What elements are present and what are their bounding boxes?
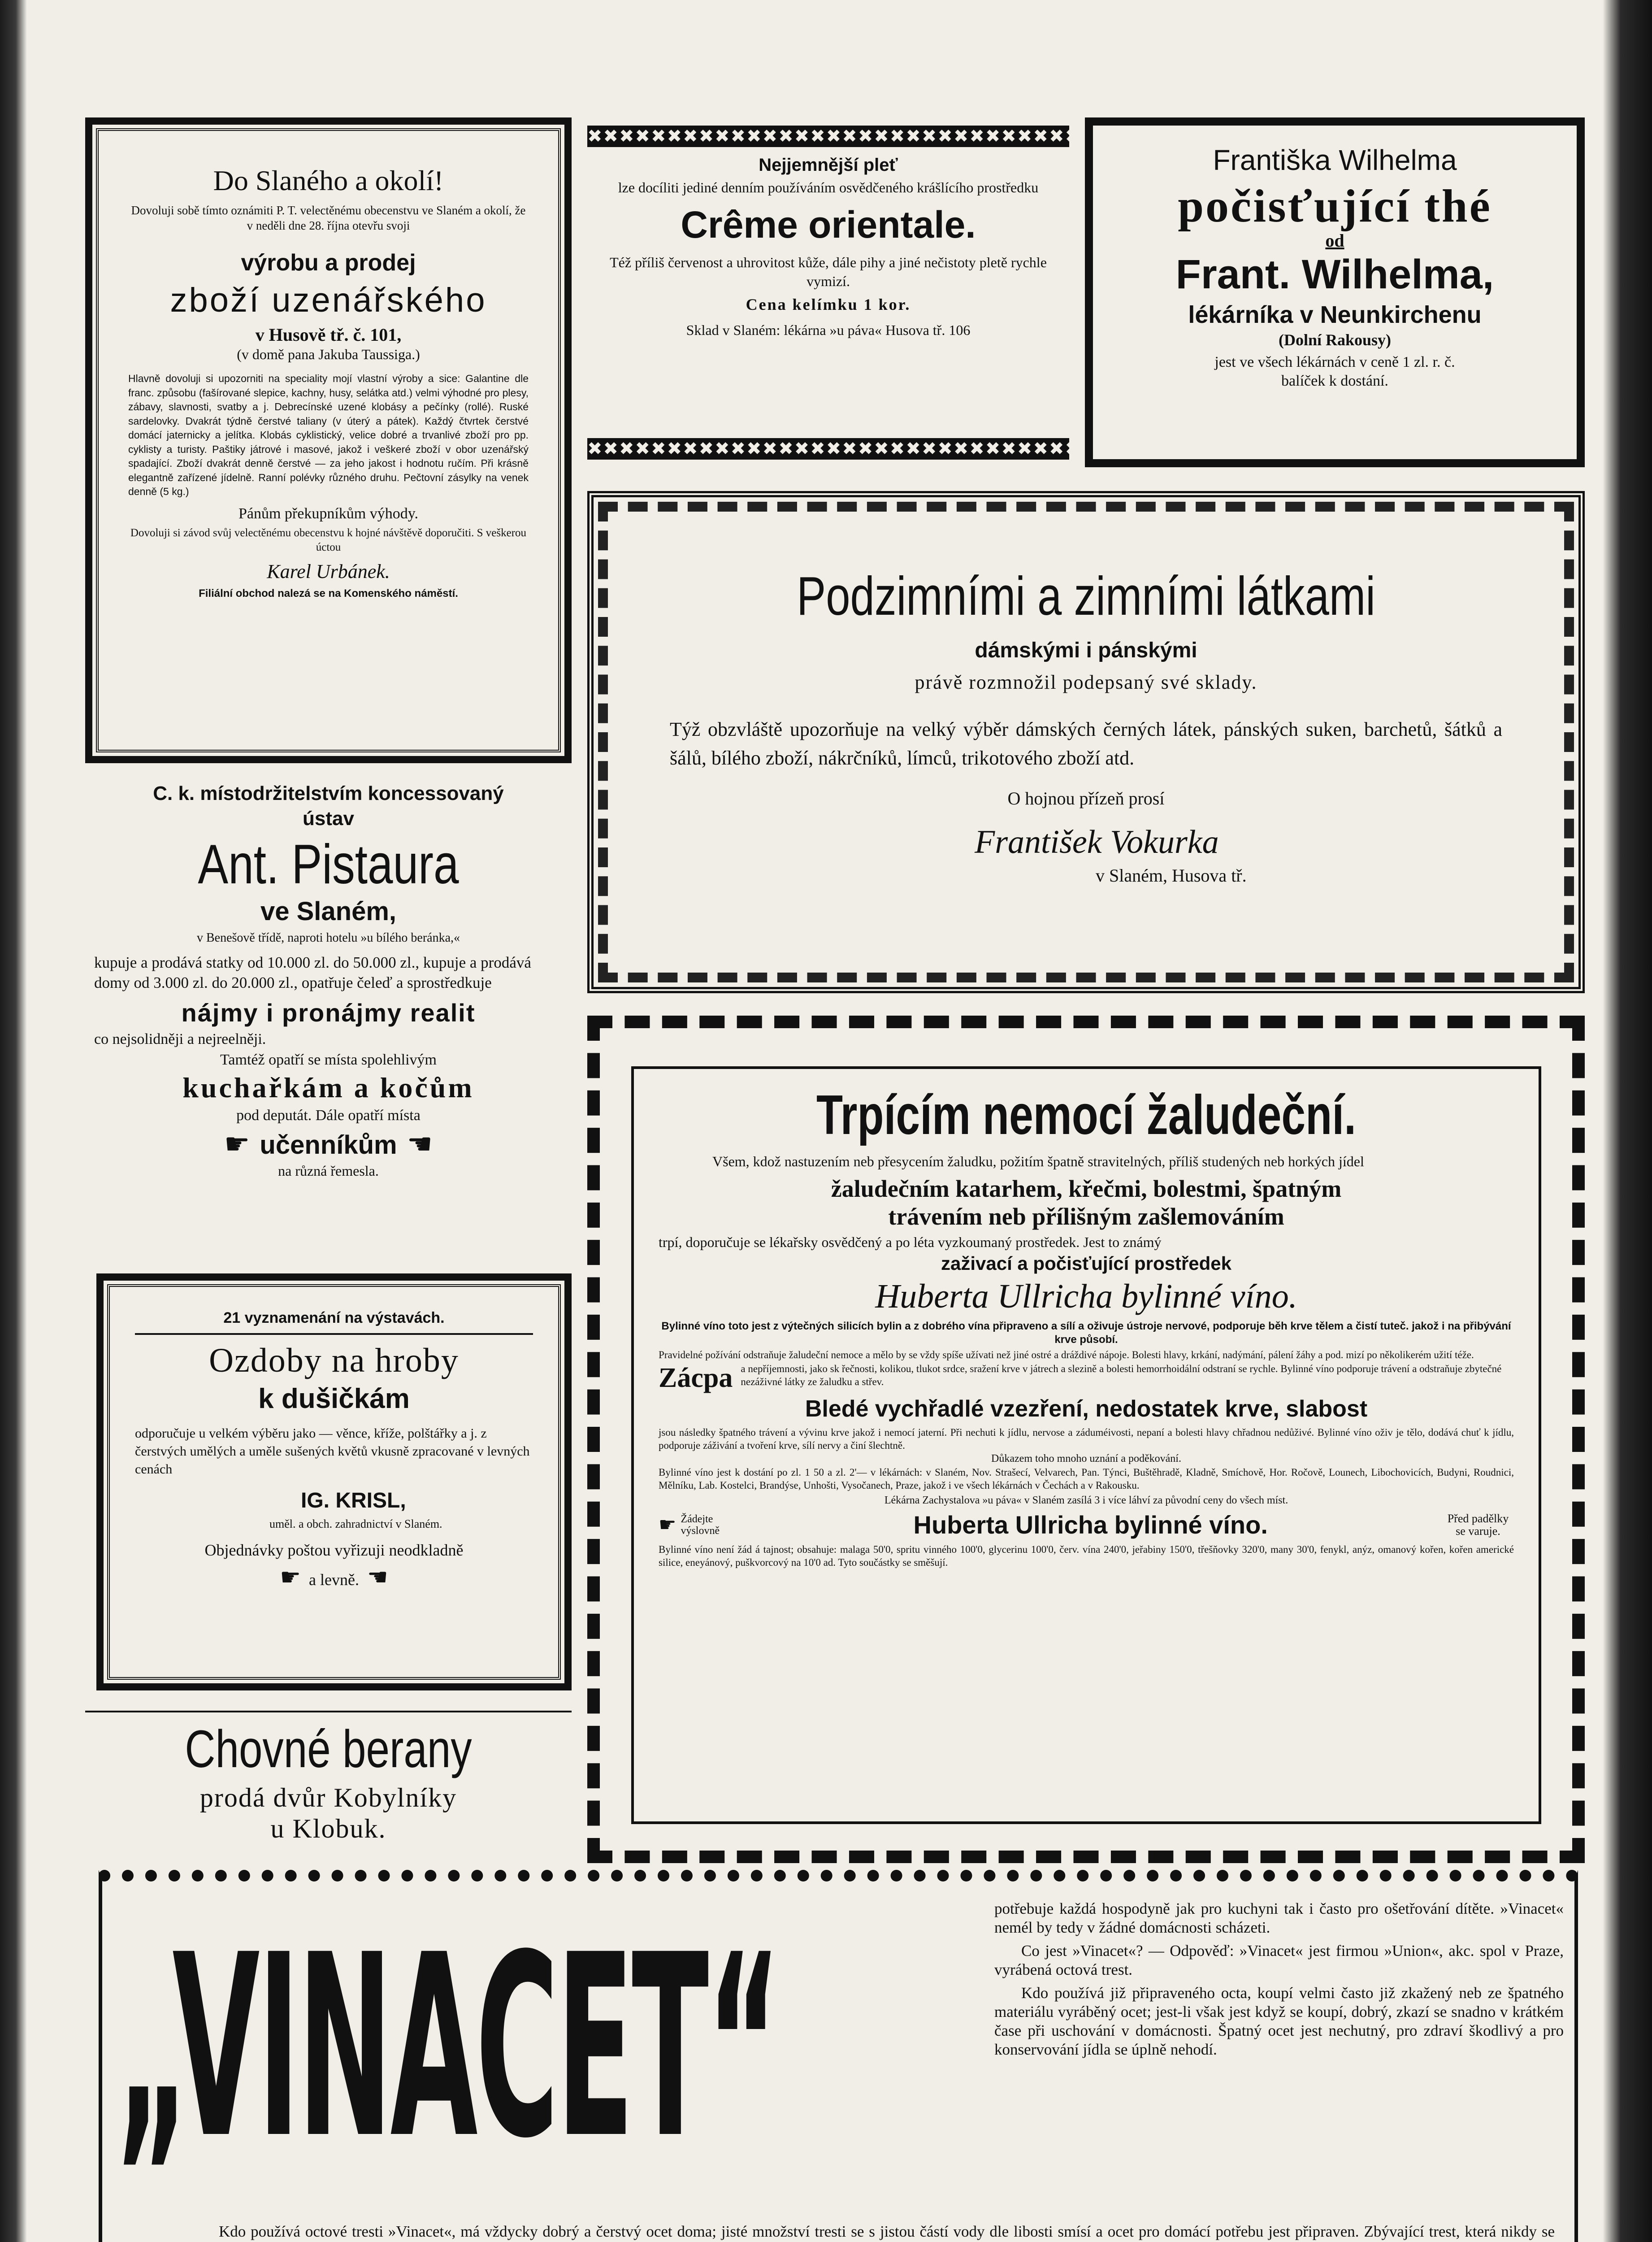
urbanek-thanks: Dovoluji si závod svůj velectěnému obecenstvu k hojné návštěvě doporučiti. S veškerou úctou	[130, 526, 527, 553]
ullrich-p2: trpí, doporučuje se lékařsky osvědčený a po léta vyzkoumaný prostředek. Jest to známý	[659, 1234, 1162, 1250]
pistaura-p2: co nejsolidněji a nejreelněji.	[94, 1031, 266, 1047]
pistaura-p5: na různá řemesla.	[278, 1163, 379, 1179]
berany-ad	[85, 1711, 572, 1865]
pistaura-name: Ant. Pistaura	[198, 834, 459, 895]
berany-top-rule	[85, 1711, 572, 1712]
hand-left-icon: ☛	[280, 1564, 301, 1591]
krisl-body: odporučuje u velkém výběru jako — věnce, kříže, polštářky a j. z čerstvých umělých a uměle sušených květů vkusně zpracované v levných cenách	[135, 1426, 530, 1477]
pistaura-ad	[85, 782, 572, 1253]
hand-left-icon: ☛	[659, 1513, 676, 1536]
berany-title: Chovné berany	[185, 1720, 472, 1779]
vokurka-ad	[587, 491, 1585, 993]
ullrich-zacpa-row	[659, 1362, 1514, 1393]
ullrich-p6: a nepříjemnosti, jako sk řečnosti, kolikou, tlukot srdce, sražení krve v játrech a slezině a bolesti hemorrhoidální odstraní se rychle. Bylinné víno podporuje trávení a odstraňuje zbytečné nezáživné látky ze žaludku a střev.	[741, 1363, 1502, 1387]
vinacet-r3: Kdo používá již připraveného octa, koupí velmi často již zkažený neb ze špatného materiálu vyráběný ocet; jest-li však jest když se koupí, dobrý, zkazí se snadno v krátkém čase při uschování v domácnosti. Špatný ocet jest nechutný, pro zdraví škodlivý a pro konservování jídla se úplně nehodí.	[994, 1984, 1564, 2058]
wilhelm-line7: jest ve všech lékárnách v ceně 1 zl. r. č.	[1214, 354, 1455, 370]
berany-line1: prodá dvůr Kobylníky	[199, 1783, 457, 1812]
krisl-divider	[135, 1333, 533, 1335]
vokurka-address: v Slaném, Husova tř.	[1096, 865, 1247, 886]
urbanek-address2: (v domě pana Jakuba Taussiga.)	[237, 346, 420, 362]
ullrich-warn1: Žádejte výslovně	[681, 1513, 720, 1537]
pistaura-p4: pod deputát. Dále opatří místa	[236, 1107, 421, 1124]
vinacet-ad	[99, 1870, 1578, 2242]
wilhelm-line4: Frant. Wilhelma,	[1175, 252, 1494, 297]
krisl-orders: Objednávky poštou vyřizuji neodkladně	[204, 1541, 464, 1559]
urbanek-signature: Karel Urbánek.	[267, 560, 390, 582]
ullrich-p11: Bylinné víno není žád á tajnost; obsahuje: malaga 50'0, spritu vinného 100'0, glycerinu 100'0, červ. vína 240'0, jeřabiny 150'0, třešňovky 320'0, many 30'0, fenykl, anýz, omanový kořen, kořen americké silice, eneyánový, puškvorcový na 10'0 ad. Tyto součástky se směšují.	[659, 1544, 1514, 1568]
scan-edge-right	[1603, 0, 1652, 2242]
urbanek-heading2: zboží uzenářského	[170, 281, 487, 319]
pistaura-address: v Benešově třídě, naproti hotelu »u bílého beránka,«	[196, 931, 460, 945]
wilhelm-line8: balíček k dostání.	[1281, 373, 1388, 389]
wilhelm-line6: (Dolní Rakousy)	[1278, 331, 1392, 349]
hand-right-icon: ☚	[367, 1564, 388, 1591]
vinacet-right-col	[994, 1899, 1564, 2222]
pistaura-p3: Tamtéž opatří se místa spolehlivým	[220, 1051, 437, 1068]
wilhelm-line5: lékárníka v Neunkirchenu	[1188, 301, 1482, 328]
krisl-trade: uměl. a obch. zahradnictví v Slaném.	[269, 1517, 442, 1530]
ullrich-big3: Bledé vychřadlé vzezření, nedostatek krve, slabost	[805, 1396, 1368, 1422]
ullrich-warn2: Před padělky se varuje.	[1447, 1512, 1509, 1538]
creme-price: Cena kelímku 1 kor.	[746, 295, 911, 313]
creme-ornament-bottom: ✖✖✖✖✖✖✖✖✖✖✖✖✖✖✖✖✖✖✖✖✖✖✖✖✖✖✖✖✖✖✖✖✖✖	[587, 439, 1129, 459]
pistaura-line2: ústav	[303, 808, 354, 830]
urbanek-body: Hlavně dovoluji si upozorniti na speciality mojí vlastní výroby a sice: Galantine dle franc. způsobu (fašírované slepice, kachny, husy, selátka atd.) velmi výhodné pro plesy, zábavy, slavnosti, svatby a j. Debrecínské uzené klobásy a pečínky (rollé). Ruské sardelovky. Dvakrát týdně čerstvé taliany (v úterý a pátek). Každý čtvrtek čerstvé domácí jaternicky a jelítka. Klobás cyklistický, velice dobré a trvanlivé zboží pro pp. cyklisty a turisty. Paštiky játrové i masové, jakož i veškeré zboží v obor uzenářský spadající. Zboží dvakrát denně čerstvé — za jeho jakost i hodnotu ručím. Při krásně elegantně zařízené jídelně. Ranní polévky různého druhu. Pečtovní zásylky na venek denně (5 kg.)	[128, 373, 529, 497]
creme-intro: lze docíliti jediné denním používáním osvědčeného krášlícího prostředku	[618, 179, 1039, 196]
vokurka-title: Podzimními a zimními látkami	[797, 565, 1375, 626]
creme-ornament-top: ✖✖✖✖✖✖✖✖✖✖✖✖✖✖✖✖✖✖✖✖✖✖✖✖✖✖✖✖✖✖✖✖✖✖	[587, 126, 1129, 147]
pistaura-big2: kuchařkám a kočům	[182, 1072, 474, 1104]
ullrich-p3: zaživací a počisťující prostředek	[941, 1253, 1232, 1274]
ullrich-p1: Všem, kdož nastuzením neb přesycením žaludku, požitím špatně stravitelných, příliš studených neb horkých jídel	[712, 1153, 1364, 1169]
pistaura-big3: učenníkům	[260, 1130, 397, 1160]
ullrich-p4: Bylinné víno toto jest z výtečných silicích bylin a z dobrého vína připraveno a sílí a oživuje ústroje nervové, podporuje běh krve tělem a čistí tuteč. jakož i na přibývání krve působí.	[661, 1320, 1511, 1346]
hand-left-icon: ☛	[224, 1128, 250, 1161]
ullrich-product: Huberta Ullricha bylinné víno.	[875, 1277, 1297, 1315]
ullrich-ad	[587, 1016, 1585, 1863]
vinacet-r1: potřebuje každá hospodyně jak pro kuchyni tak i často pro ošetřování dítěte. »Vinacet« nemél by tedy v žádné domácnosti scházeti.	[994, 1900, 1564, 1936]
vinacet-bottom-text	[129, 2222, 1555, 2242]
urbanek-closing: Pánům překupníkům výhody.	[238, 505, 419, 522]
berany-line2: u Klobuk.	[270, 1814, 386, 1843]
vokurka-body: Týž obzvláště upozorňuje na velký výběr dámských černých látek, pánských suken, barchetů, šátků a šálů, bílého zboží, nákrčníků, límců, trikotového zboží atd.	[670, 718, 1502, 769]
krisl-cheap: a levně.	[309, 1571, 359, 1589]
vokurka-sub: dámskými i pánskými	[975, 639, 1197, 662]
pistaura-apprentice-row	[94, 1128, 563, 1161]
ullrich-big2: trávením neb přílišným zašlemováním	[888, 1203, 1284, 1230]
ullrich-inner	[631, 1066, 1541, 1824]
wilhelm-line2: počisťující thé	[1178, 180, 1492, 232]
krisl-ad	[96, 1273, 572, 1690]
urbanek-branch: Filiální obchod nalezá se na Komenského náměstí.	[199, 587, 458, 600]
vinacet-r2: Co jest »Vinacet«? — Odpověď: »Vinacet« jest firmou »Union«, akc. spol v Praze, vyrábená octová trest.	[994, 1942, 1564, 1978]
pistaura-p1: kupuje a prodává statky od 10.000 zl. do 50.000 zl., kupuje a prodává domy od 3.000 zl. do 20.000 zl., opatřuje čeleď a sprostředkuje	[94, 954, 531, 991]
krisl-title1: Ozdoby na hroby	[209, 1342, 459, 1379]
ullrich-p8: Důkazem toho mnoho uznání a poděkování.	[991, 1453, 1181, 1464]
hand-right-icon: ☚	[407, 1128, 433, 1161]
urbanek-ad	[85, 117, 572, 763]
vokurka-signature: František Vokurka	[975, 824, 1219, 860]
urbanek-intro: Dovoluji sobě tímto oznámiti P. T. velectěnému obecenstvu ve Slaném a okolí, že v neděli dne 28. října otevřu svoji	[131, 204, 526, 232]
pistaura-town: ve Slaném,	[260, 897, 397, 926]
urbanek-address: v Husově tř. č. 101,	[255, 325, 402, 345]
krisl-title2: k dušičkám	[258, 1383, 410, 1414]
urbanek-heading1: výrobu a prodej	[241, 250, 416, 276]
creme-store: Sklad v Slaném: lékárna »u páva« Husova tř. 106	[686, 322, 971, 338]
ullrich-warning-row	[659, 1510, 1514, 1539]
creme-ad	[587, 126, 1129, 460]
ullrich-title: Trpícím nemocí žaludeční.	[816, 1084, 1356, 1146]
pistaura-big1: nájmy i pronájmy realit	[181, 999, 476, 1027]
creme-product: Crême orientale.	[681, 204, 976, 246]
wilhelm-ad	[1085, 117, 1585, 467]
urbanek-title: Do Slaného a okolí!	[213, 165, 444, 196]
ullrich-product2: Huberta Ullricha bylinné víno.	[913, 1511, 1268, 1539]
creme-body: Též příliš červenost a uhrovitost kůže, dále pihy a jiné nečistoty pletě rychle vymizí.	[610, 254, 1047, 289]
creme-heading: Nejjemnější pleť	[759, 155, 898, 175]
krisl-name: IG. KRISL,	[301, 1489, 406, 1512]
ullrich-big1: žaludečním katarhem, křečmi, bolestmi, špatným	[831, 1175, 1342, 1202]
ullrich-p7: jsou následky špatného trávení a vývinu krve jakož i nemocí jaterní. Při nechuti k jídlu, nervose a záduméivosti, nepaní a bolesti hlavy chřadnou nedůživé. Bylinné víno oživ je tělo, dodává chuť k jídlu, podporuje záživání a tvoření krve, sílí nervy a činí šlechtně.	[659, 1427, 1514, 1451]
wilhelm-line3: od	[1325, 230, 1344, 251]
scan-edge-left	[0, 0, 27, 2242]
vokurka-plea: O hojnou přízeň prosí	[1007, 788, 1165, 808]
krisl-awards: 21 vyznamenání na výstavách.	[223, 1309, 445, 1326]
pistaura-line1: C. k. místodržitelstvím koncessovaný	[153, 782, 504, 804]
ullrich-p10: Lékárna Zachystalova »u páva« v Slaném zasílá 3 i více láhví za původní ceny do všech míst.	[884, 1495, 1288, 1506]
vinacet-brand: „VINACET“	[116, 1901, 779, 2194]
krisl-cheap-row	[135, 1564, 533, 1591]
vinacet-brand-box	[116, 1901, 981, 2194]
ullrich-p9: Bylinné víno jest k dostání po zl. 1 50 a zl. 2'— v lékárnách: v Slaném, Nov. Strašecí, Velvarech, Pan. Týnci, Buštěhradě, Kladně, Smíchově, Hor. Ročově, Lounech, Libochovicích, Budyni, Roudnici, Mělníku, Lab. Kostelci, Brandýse, Unhošti, Vysočanech, Praze, jakož i ve všech lékárnách v Čechách a v Rakousku.	[659, 1467, 1514, 1491]
vinacet-b1: Kdo používá octové tresti »Vinacet«, má vždycky dobrý a čerstvý ocet doma; jisté množství tresti se s jistou částí vody dle libosti smísí a ocet pro domácí potřebu jest připraven. Zbývající trest, která nikdy se	[219, 2223, 1555, 2240]
ullrich-zacpa: Zácpa	[659, 1363, 733, 1393]
ullrich-p5: Pravidelné požívání odstraňuje žaludeční nemoce a mělo by se vždy spíše užívati než jiné ostré a dráždivé nápoje. Bolesti hlavy, krkání, nadýmání, pálení žáhy a pod. mizí po několikerém užití téže.	[659, 1349, 1474, 1360]
vokurka-line: právě rozmnožil podepsaný své sklady.	[915, 671, 1257, 693]
wilhelm-line1: Františka Wilhelma	[1213, 144, 1457, 176]
